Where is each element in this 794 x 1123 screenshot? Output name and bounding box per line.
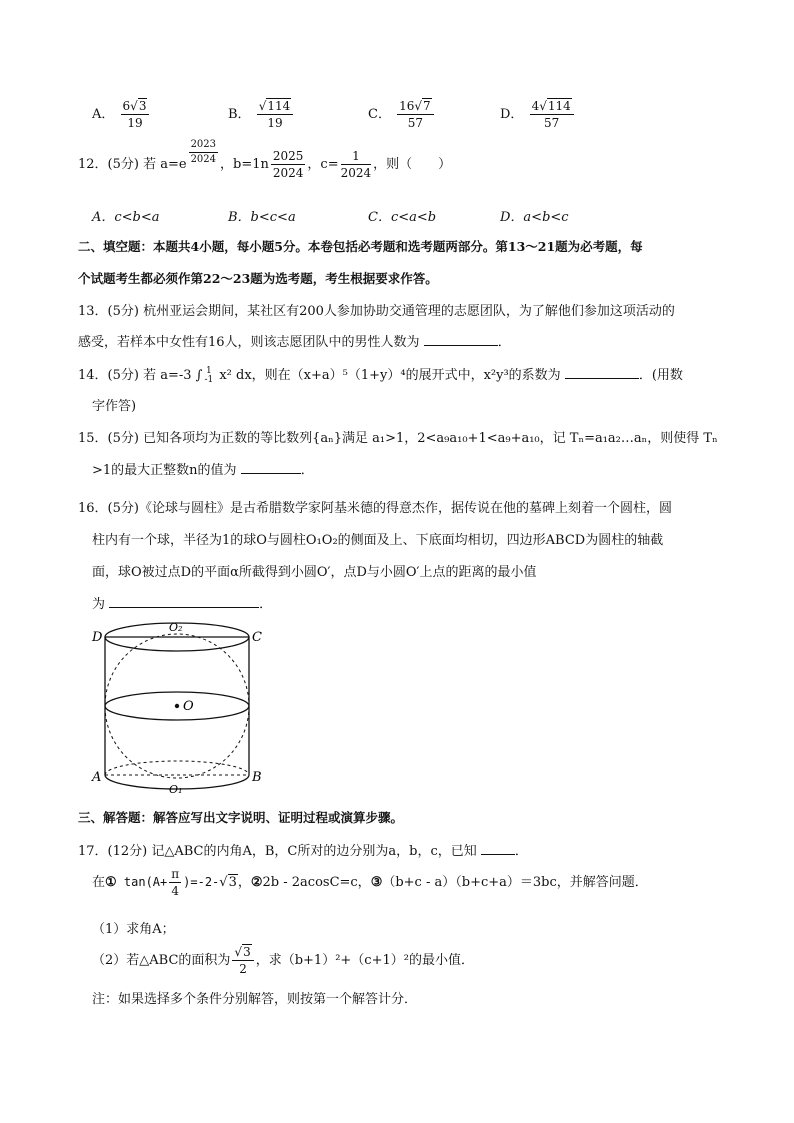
q15-end: ．	[300, 463, 314, 478]
option-label: B．	[228, 107, 251, 122]
coef: 6	[122, 99, 131, 113]
q15-text: >1的最大正整数n的值为	[92, 463, 237, 478]
label-c: C	[252, 630, 262, 645]
question-15-line1: 15．(5分) 已知各项均为正数的等比数列{aₙ}满足 a₁>1，2<a₉a₁₀+1<a₉+a₁₀，记 Tₙ=a₁a₂…aₙ，则使得 Tₙ	[78, 431, 718, 446]
cond1-radicand: 3	[228, 875, 237, 890]
question-17-part1: （1）求角A；	[92, 922, 175, 937]
area-radicand: 3	[243, 945, 251, 959]
pi-num: π	[171, 867, 180, 881]
q17-text: 17．(12分) 记△ABC的内角A，B，C所对的边分别为a，b，c，已知	[78, 844, 477, 859]
q16-text: 为	[92, 597, 106, 612]
denominator: 19	[267, 116, 283, 130]
radicand: 7	[423, 99, 431, 113]
radicand: 3	[138, 99, 147, 113]
label-d: D	[92, 630, 103, 645]
q11-option-d	[500, 100, 576, 129]
q12-b: ，b=1n	[220, 157, 269, 172]
question-13-line1: 13．(5分) 杭州亚运会期间，某社区有200人参加协助交通管理的志愿团队，为了解他们参加这项活动的	[78, 304, 675, 319]
integral-bounds	[204, 367, 213, 385]
question-17-conditions: 在① tan(A+ $\frac{\pi}{4}$ )=-2-√3，②2b - 2acosC=c，③（b+c - a）（b+c+a）＝3bc，并解答问题．	[92, 867, 648, 898]
q14-mid: x² dx，则在（x+a）⁵（1+y）⁴的展开式中，x²y³的系数为	[215, 368, 561, 383]
q14-end: ．(用数	[638, 368, 683, 383]
q12-prefix: 12．(5分) 若 a=e	[78, 157, 187, 172]
b-den: 2024	[272, 166, 304, 180]
lower-bound: -1	[204, 374, 214, 385]
q12-option-b: B．b<c<a	[228, 210, 296, 225]
question-17-part2	[92, 946, 474, 975]
fraction: $\frac{√114}{19}$	[257, 100, 294, 129]
cond1-text: tan(A+	[116, 875, 168, 889]
option-label: A．	[92, 107, 115, 122]
c-den: 2024	[340, 166, 372, 180]
question-16-line4	[92, 593, 272, 612]
upper-bound: 1	[205, 365, 212, 376]
question-14-line2: 字作答)	[92, 399, 137, 414]
cond2-text: 2b - 2acosC=c，	[262, 875, 371, 890]
condition-3-marker: ③	[370, 875, 383, 890]
fraction: $\frac{4√114}{57}$	[530, 100, 574, 129]
fraction: $\frac{16√7}{57}$	[397, 100, 434, 129]
q12-option-a: A．c<b<a	[92, 210, 160, 225]
cond3-text: （b+c - a）（b+c+a）＝3bc，并解答问题．	[382, 875, 648, 890]
area-den: 2	[239, 962, 247, 976]
q12-option-d: D．a<b<c	[500, 210, 569, 225]
question-14-line1	[78, 364, 683, 385]
question-12-stem	[78, 139, 452, 180]
question-13-line2	[78, 331, 511, 350]
question-16-line2: 柱内有一个球，半径为1的球O与圆柱O₁O₂的侧面及上、下底面均相切，四边形ABCD为圆柱的轴截	[92, 533, 664, 548]
q11-option-a	[92, 100, 151, 129]
b-num: 2025	[272, 149, 304, 163]
label-o: O	[183, 699, 194, 714]
label-a: A	[92, 770, 102, 785]
answer-blank[interactable]	[241, 473, 301, 474]
q12-suffix: ，则（ ）	[373, 157, 452, 172]
coef: 4	[531, 99, 540, 113]
cond1-sep: ，	[237, 875, 251, 890]
bottom-ellipse-back	[105, 761, 249, 775]
exponent-fraction	[189, 140, 218, 165]
q12-option-c: C．c<a<b	[368, 210, 437, 225]
cylinder-sphere-figure	[88, 612, 278, 802]
question-16-line1: 16．(5分)《论球与圆柱》是古希腊数学家阿基米德的得意杰作，据传说在他的墓碑上刻着一个圆柱，圆	[78, 501, 672, 516]
coef: 16	[399, 99, 415, 113]
label-o1: O₁	[169, 783, 183, 796]
pi-den: 4	[171, 884, 180, 898]
pi-over-4	[169, 868, 181, 897]
q11-option-c	[368, 100, 436, 129]
option-label: C．	[368, 107, 391, 122]
p2-text: （2）若△ABC的面积为	[92, 953, 231, 968]
section-3-heading: 三、解答题：解答应写出文字说明、证明过程或演算步骤。	[78, 810, 404, 825]
label-b: B	[252, 770, 262, 785]
condition-1-marker: ①	[105, 875, 117, 890]
denominator: 19	[127, 116, 143, 130]
radicand: 114	[267, 99, 291, 113]
section-2-heading: 二、填空题：本题共4小题，每小题5分。本卷包括必考题和选考题两部分。第13～21题为必考题，每	[78, 239, 643, 254]
condition-blank[interactable]	[481, 854, 515, 855]
p2-rest: ，求（b+1）²+（c+1）²的最小值．	[255, 953, 474, 968]
question-16-line3: 面，球O被过点D的平面α所截得到小圆O′，点D与小圆O′上点的距离的最小值	[92, 565, 537, 580]
question-15-line2	[92, 459, 314, 478]
exp-den: 2024	[190, 154, 217, 165]
question-17-line1	[78, 840, 528, 859]
b-fraction	[271, 150, 306, 179]
q13-text: 感受，若样本中女性有16人，则该志愿团队中的男性人数为	[78, 335, 420, 350]
q16-end: ．	[259, 597, 273, 612]
center-point-o	[175, 704, 179, 708]
condition-2-marker: ②	[250, 875, 263, 890]
answer-blank[interactable]	[109, 607, 259, 608]
answer-blank[interactable]	[565, 378, 639, 379]
q17-end: ．	[514, 844, 528, 859]
q13-end: ．	[497, 335, 511, 350]
q12-c: ，c=	[307, 157, 339, 172]
q14-text: 14．(5分) 若 a=-3 ∫	[78, 368, 203, 383]
answer-blank[interactable]	[424, 345, 498, 346]
denominator: 57	[407, 116, 424, 130]
area-fraction: $\frac{√3}{2}$	[232, 946, 253, 975]
exp-num: 2023	[189, 140, 218, 153]
fraction: $\frac{6√3}{19}$	[121, 100, 150, 129]
label-o2: O₂	[169, 621, 183, 634]
cond-prefix: 在	[92, 875, 106, 890]
c-fraction	[341, 150, 372, 179]
denominator: 57	[544, 116, 560, 130]
cond1-rhs: )=-2-	[183, 875, 220, 889]
q11-option-b	[228, 100, 295, 129]
c-num: 1	[341, 150, 372, 165]
option-label: D．	[500, 107, 524, 122]
section-2-note: 个试题考生都必须作第22～23题为选考题，考生根据要求作答。	[78, 271, 438, 286]
radicand: 114	[547, 99, 571, 113]
question-17-note: 注：如果选择多个条件分别解答，则按第一个解答计分．	[92, 992, 418, 1007]
